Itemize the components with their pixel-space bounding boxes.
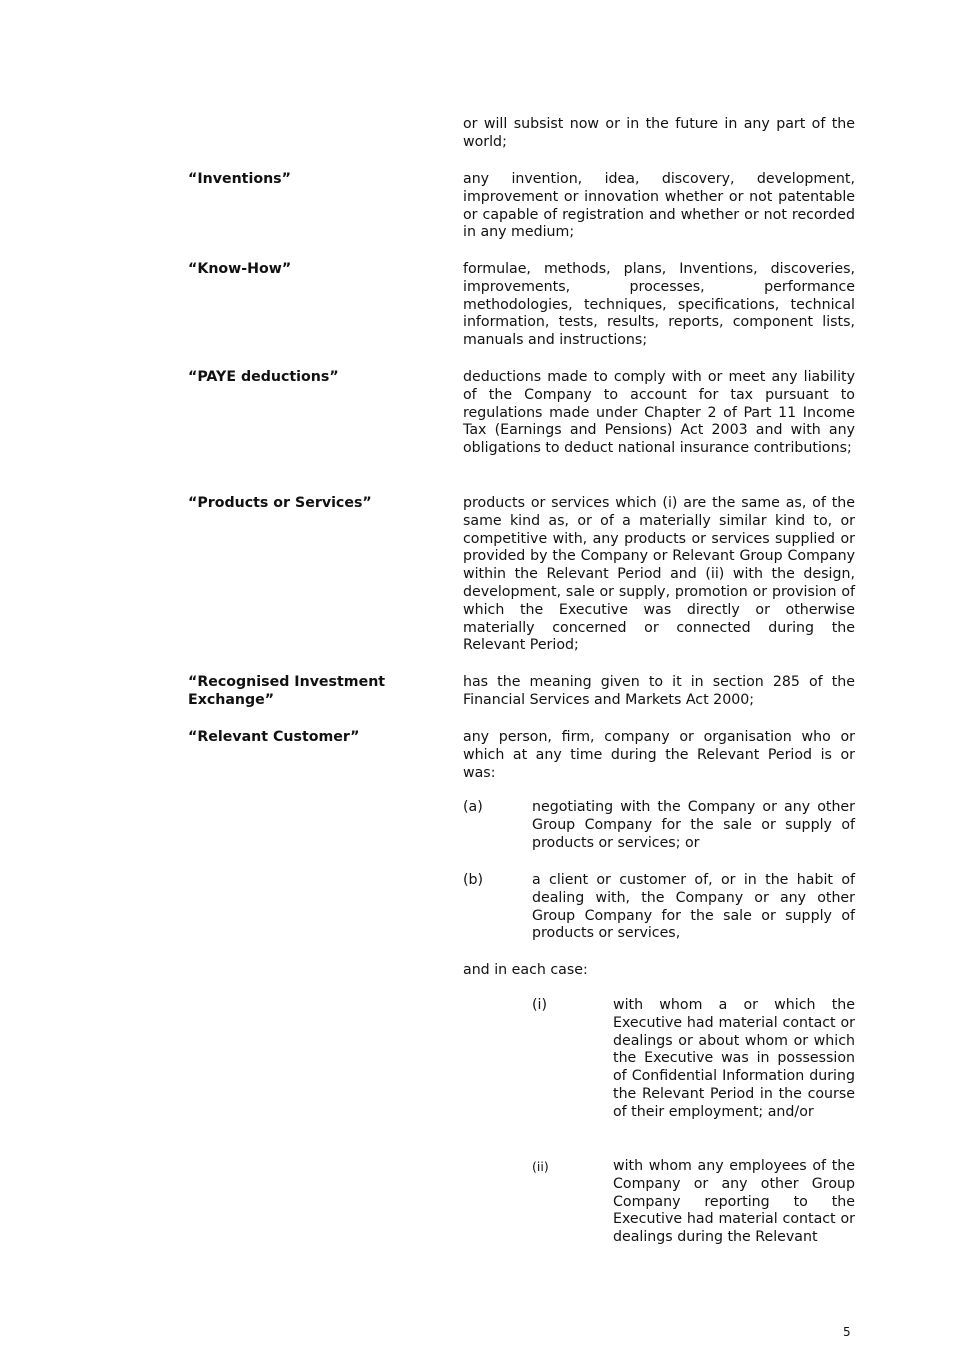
term-products-or-services: “Products or Services” bbox=[188, 495, 372, 511]
term-relevant-customer: “Relevant Customer” bbox=[188, 729, 360, 745]
each-case-text: and in each case: bbox=[463, 962, 588, 978]
definition-recognised-investment-exchange: has the meaning given to it in section 285 of the Financial Services and Markets Act 2000; bbox=[463, 674, 855, 708]
definition-inventions: any invention, idea, discovery, development, improvement or innovation whether or not patentable or capable of registration and whether or not recorded in any medium; bbox=[463, 171, 855, 241]
roman-item-label-i: (i) bbox=[532, 997, 548, 1013]
roman-item-text-i: with whom a or which the Executive had material contact or dealings or about whom or which the Executive was in possession of Confidential Information during the Relevant Period in the course of their employment; and/or bbox=[613, 997, 855, 1120]
definition-paye-deductions: deductions made to comply with or meet any liability of the Company to account for tax pursuant to regulations made under Chapter 2 of Part 11 Income Tax (Earnings and Pensions) Act 2003 and with any obligations to deduct national insurance contributions; bbox=[463, 369, 855, 457]
roman-item-label-ii: (ii) bbox=[532, 1159, 549, 1174]
term-paye-deductions: “PAYE deductions” bbox=[188, 369, 339, 385]
term-recognised-investment-exchange: “Recognised Investment Exchange” bbox=[188, 674, 386, 708]
term-know-how: “Know-How” bbox=[188, 261, 292, 277]
sub-item-text-a: negotiating with the Company or any other Group Company for the sale or supply of products or services; or bbox=[532, 799, 855, 851]
sub-item-text-b: a client or customer of, or in the habit of dealing with, the Company or any other Group Company for the sale or supply of products or services, bbox=[532, 872, 855, 942]
term-inventions: “Inventions” bbox=[188, 171, 291, 187]
sub-item-label-a: (a) bbox=[463, 799, 483, 815]
sub-item-label-b: (b) bbox=[463, 872, 484, 888]
definition-products-or-services: products or services which (i) are the same as, of the same kind as, or of a materially similar kind to, or competitive with, any products or services supplied or provided by the Company or Relevant Group Company within the Relevant Period and (ii) with the design, development, sale or supply, promotion or provision of which the Executive was directly or otherwise materially concerned or connected during the Relevant Period; bbox=[463, 495, 855, 654]
continuation-text: or will subsist now or in the future in any part of the world; bbox=[463, 116, 855, 150]
definition-know-how: formulae, methods, plans, Inventions, discoveries, improvements, processes, performance methodologies, techniques, specifications, technical information, tests, results, reports, component lists, manuals and instructions; bbox=[463, 261, 855, 349]
page-number: 5 bbox=[843, 1325, 851, 1339]
roman-item-text-ii: with whom any employees of the Company or any other Group Company reporting to the Executive had material contact or dealings during the Relevant bbox=[613, 1158, 855, 1246]
definition-relevant-customer: any person, firm, company or organisation who or which at any time during the Relevant Period is or was: bbox=[463, 729, 855, 781]
